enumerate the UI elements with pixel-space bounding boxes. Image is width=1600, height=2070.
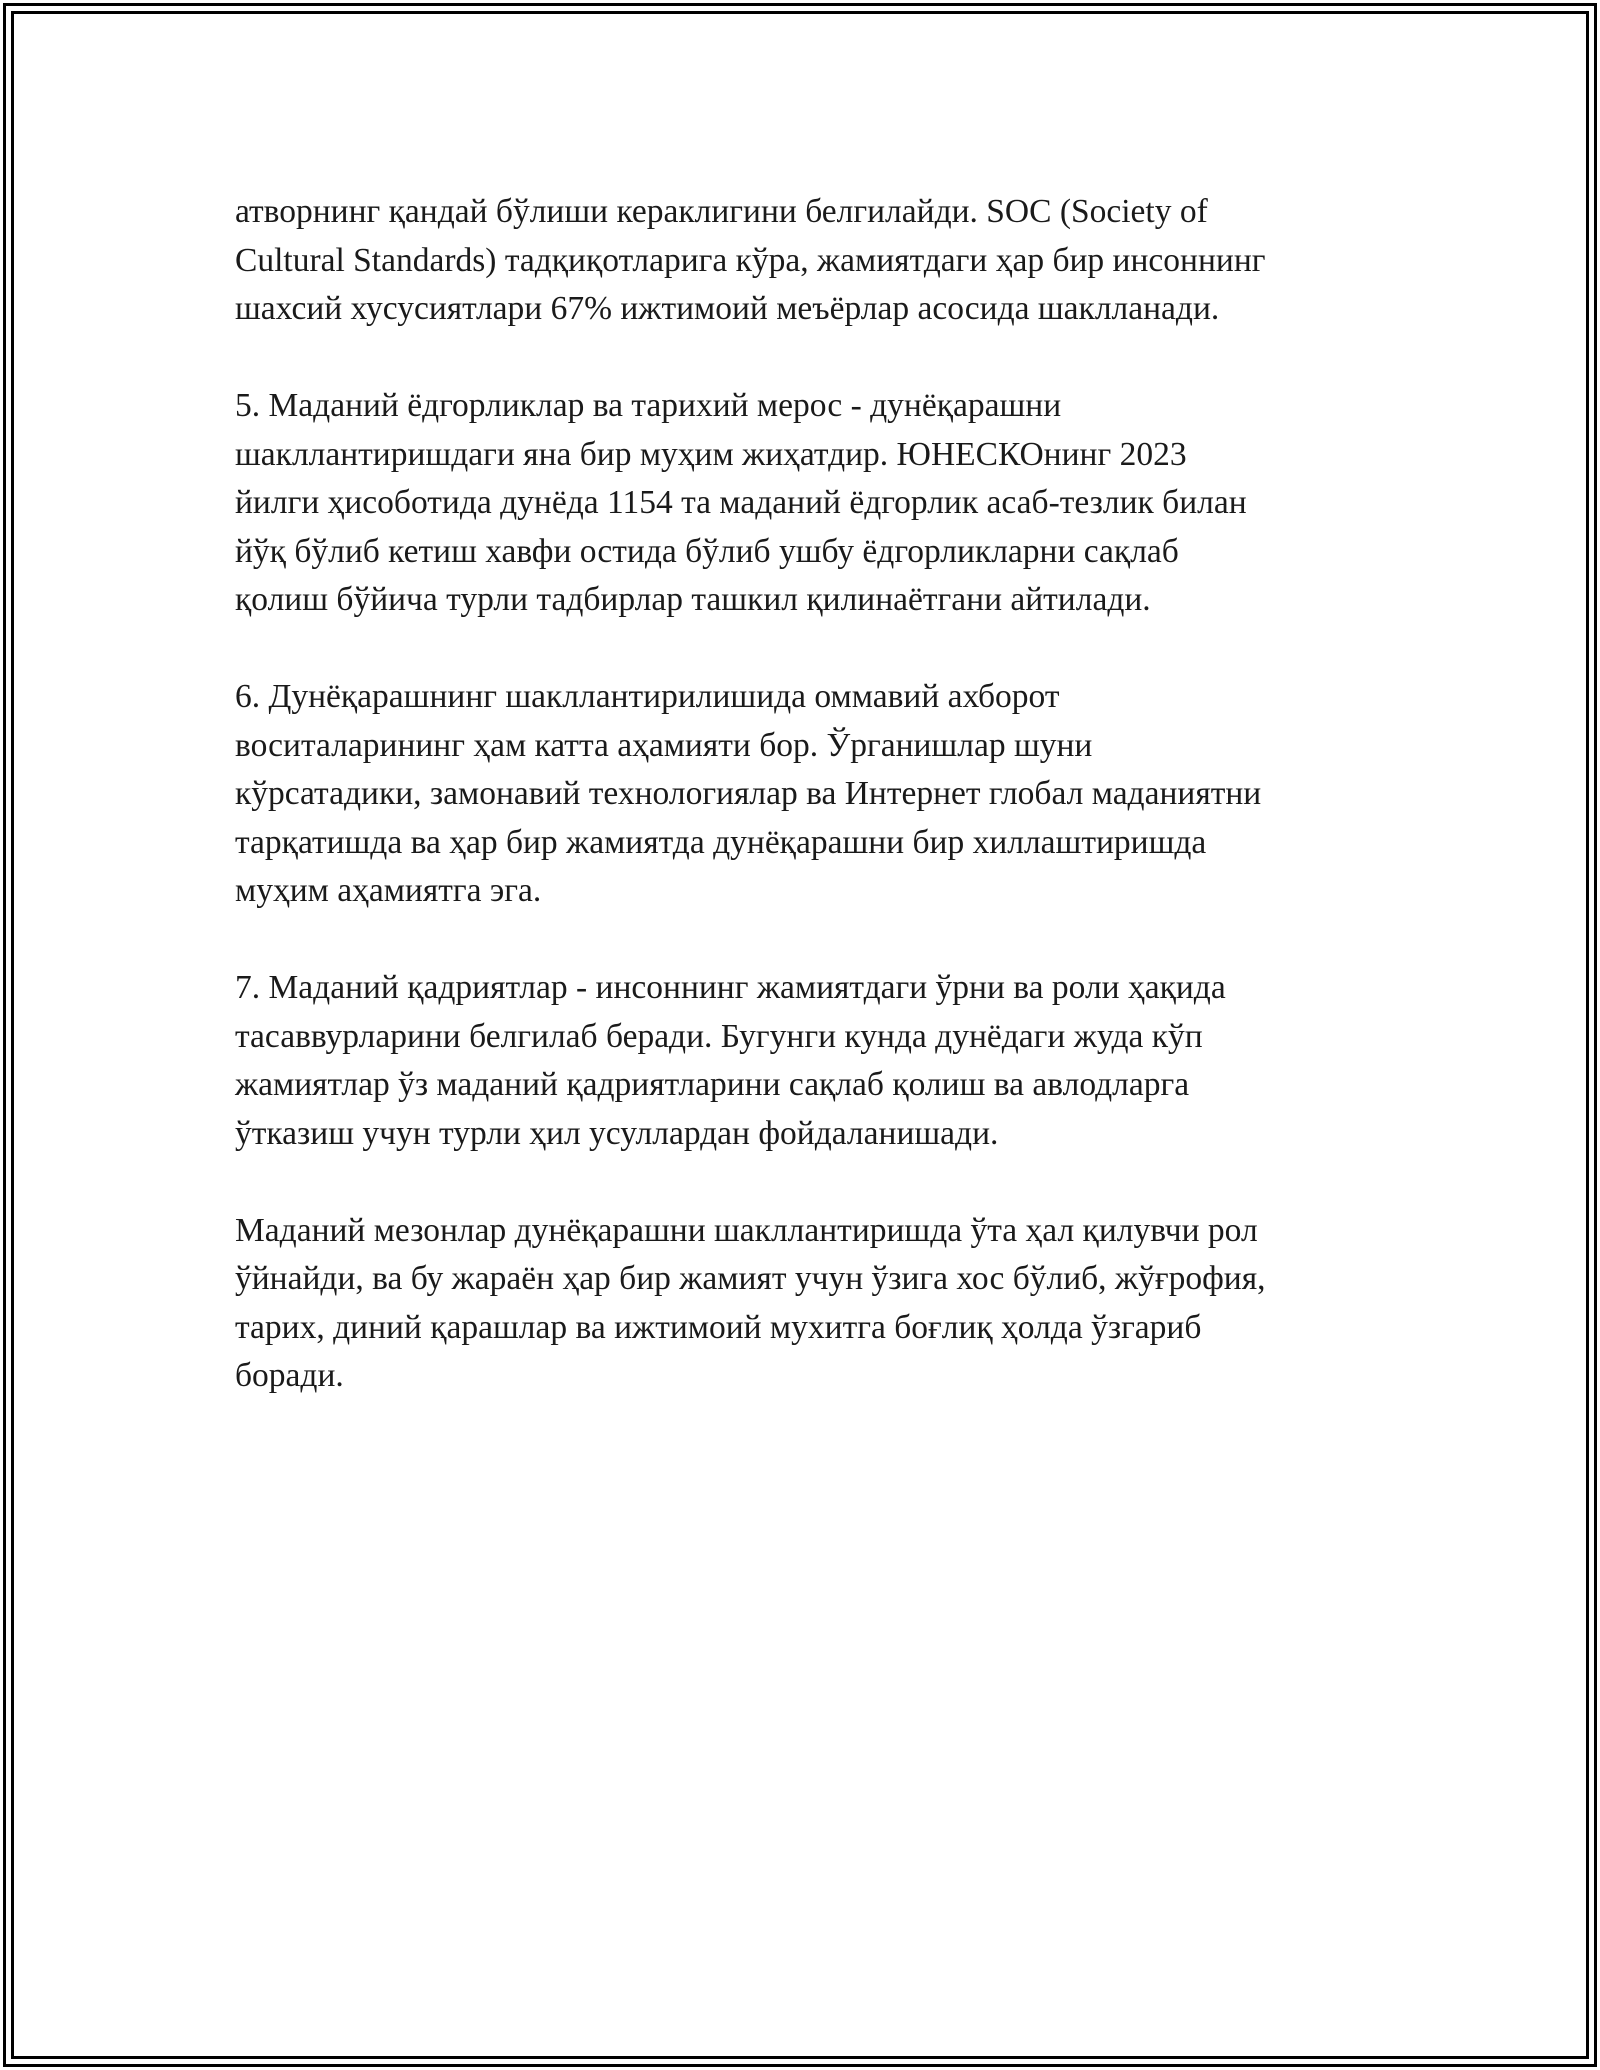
paragraph-item-5: [235, 382, 1385, 625]
text-line: 7. Маданий қадриятлар - инсоннинг жамиятдаги ўрни ва роли ҳақида: [235, 969, 1226, 1006]
text-line: тарқатишда ва ҳар бир жамиятда дунёқарашни бир хиллаштиришда: [235, 823, 1207, 861]
text-line: воситаларининг ҳам катта аҳамияти бор. Ўрганишлар шуни: [235, 726, 1093, 764]
text-line: кўрсатадики, замонавий технологиялар ва Интернет глобал маданиятни: [235, 775, 1262, 812]
text-line: муҳим аҳамиятга эга.: [235, 872, 542, 909]
text-line: ўтказиш учун турли ҳил усуллардан фойдаланишади.: [235, 1114, 999, 1152]
text-line: тарих, диний қарашлар ва ижтимоий мухитга боғлиқ ҳолда ўзгариб: [235, 1308, 1202, 1346]
text-line: қолиш бўйича турли тадбирлар ташкил қилинаётгани айтилади.: [235, 581, 1151, 618]
paragraph-item-6: [235, 673, 1385, 916]
text-line: тасаввурларини белгилаб беради. Бугунги кунда дунёдаги жуда кўп: [235, 1017, 1203, 1055]
paragraph-item-7: [235, 964, 1385, 1158]
text-line: шахсий хусусиятлари 67% ижтимоий меъёрлар асосида шаклланади.: [235, 290, 1220, 327]
text-line: 6. Дунёқарашнинг шакллантирилишида оммавий ахборот: [235, 678, 1060, 715]
text-line: йилги ҳисоботида дунёда 1154 та маданий ёдгорлик асаб-тезлик билан: [235, 484, 1247, 521]
text-line: 5. Маданий ёдгорликлар ва тарихий мерос - дунёқарашни: [235, 387, 1062, 424]
text-line: атворнинг қандай бўлиши кераклигини белгилайди. SOC (Society of: [235, 193, 1208, 230]
text-line: Маданий мезонлар дунёқарашни шакллантиришда ўта ҳал қилувчи рол: [235, 1211, 1258, 1249]
text-line: йўқ бўлиб кетиш хавфи остида бўлиб ушбу ёдгорликларни сақлаб: [235, 532, 1179, 570]
text-line: ўйнайди, ва бу жараён ҳар бир жамият учун ўзига хос бўлиб, жўғрофия,: [235, 1260, 1266, 1297]
paragraph-conclusion: [235, 1207, 1385, 1401]
document-body: [235, 188, 1385, 1449]
text-line: шакллантиришдаги яна бир муҳим жиҳатдир. ЮНЕСКОнинг 2023: [235, 435, 1187, 473]
text-line: боради.: [235, 1357, 344, 1394]
text-line: Cultural Standards) тадқиқотларига кўра, жамиятдаги ҳар бир инсоннинг: [235, 241, 1266, 279]
paragraph-continuation: [235, 188, 1385, 334]
text-line: жамиятлар ўз маданий қадриятларини сақлаб қолиш ва авлодларга: [235, 1066, 1190, 1103]
